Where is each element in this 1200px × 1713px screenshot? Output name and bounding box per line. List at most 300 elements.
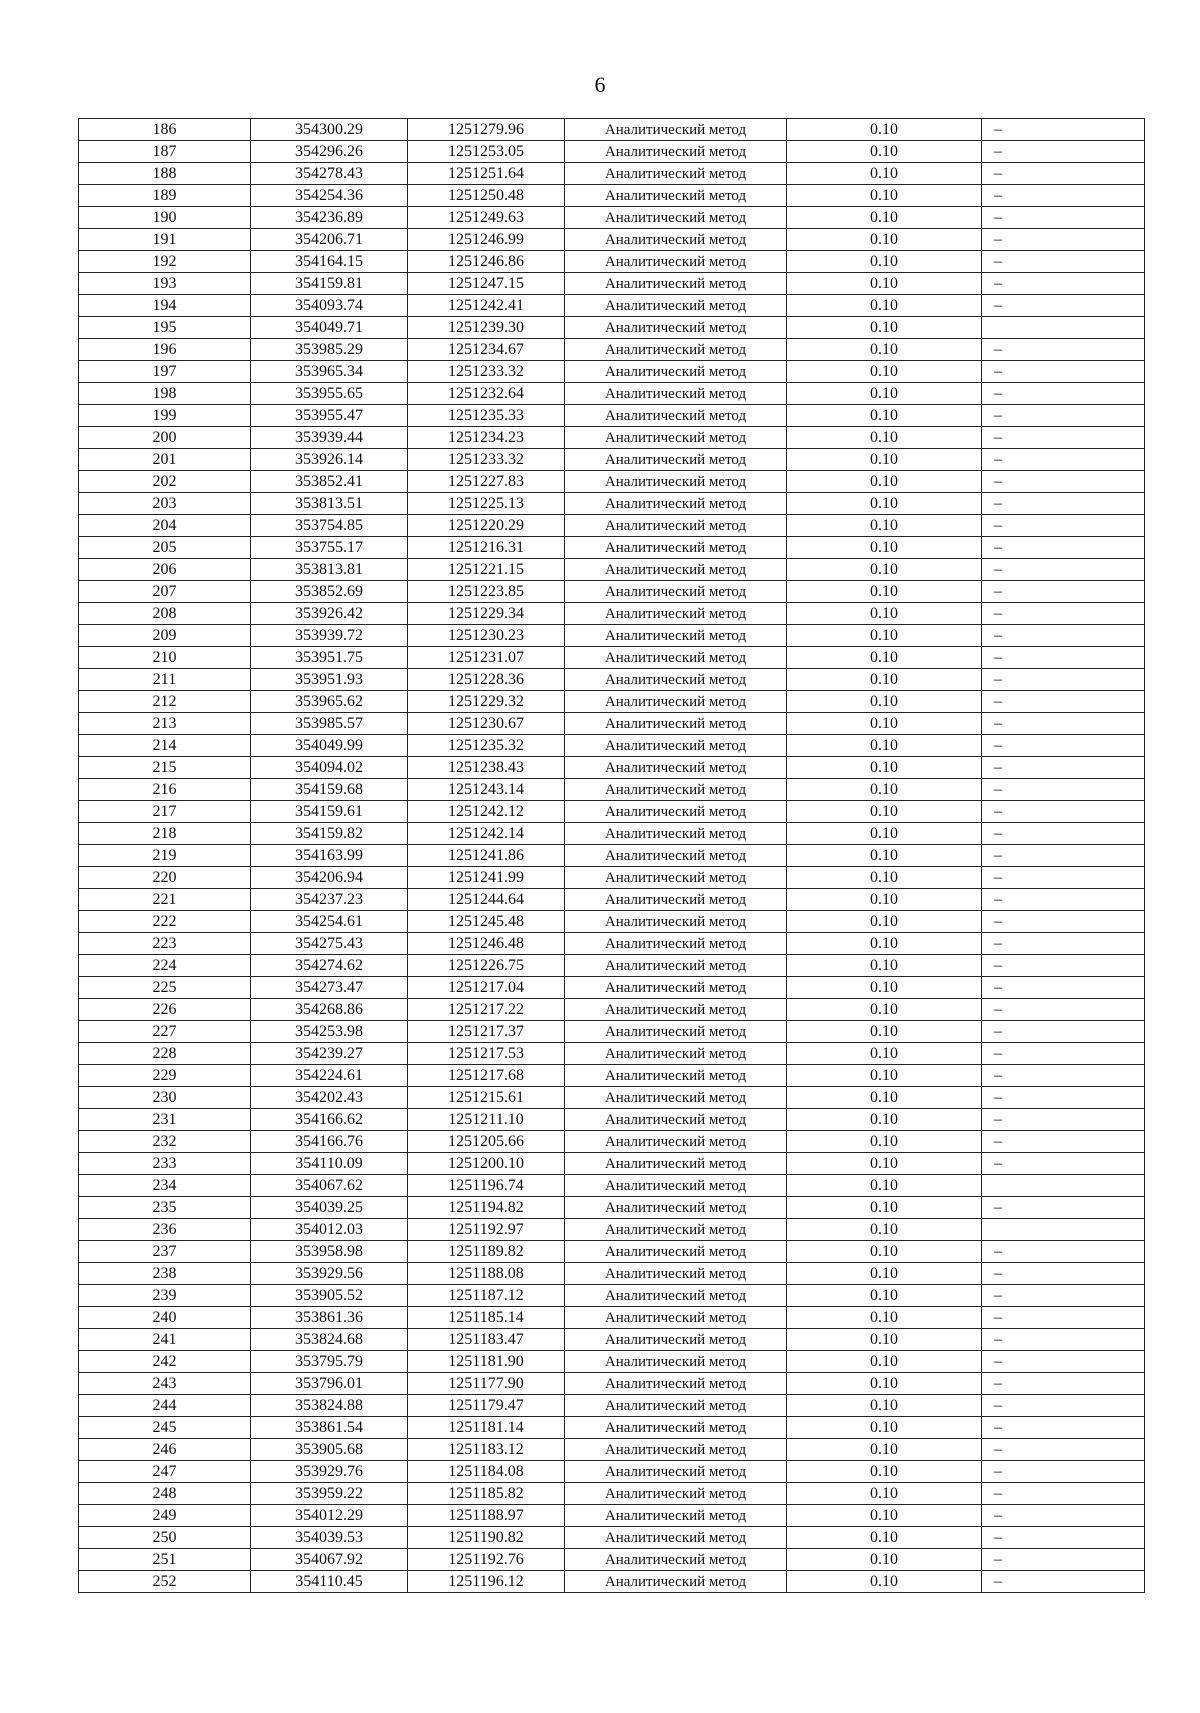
table-row [79, 955, 1145, 977]
point-number-cell: 199 [79, 405, 251, 427]
point-number-cell: 191 [79, 229, 251, 251]
x-coordinate-cell: 353824.68 [251, 1329, 408, 1351]
x-coordinate-cell: 353824.88 [251, 1395, 408, 1417]
accuracy-cell: 0.10 [787, 537, 982, 559]
method-cell: Аналитический метод [565, 889, 787, 911]
table-row [79, 823, 1145, 845]
note-cell: – [982, 647, 1145, 669]
table-row [79, 1439, 1145, 1461]
table-row [79, 691, 1145, 713]
x-coordinate-cell: 353959.22 [251, 1483, 408, 1505]
x-coordinate-cell: 354067.92 [251, 1549, 408, 1571]
y-coordinate-cell: 1251190.82 [408, 1527, 565, 1549]
y-coordinate-cell: 1251177.90 [408, 1373, 565, 1395]
table-row [79, 1109, 1145, 1131]
method-cell: Аналитический метод [565, 955, 787, 977]
point-number-cell: 189 [79, 185, 251, 207]
table-row [79, 1285, 1145, 1307]
x-coordinate-cell: 353955.65 [251, 383, 408, 405]
table-row [79, 1263, 1145, 1285]
coordinates-table-body [79, 119, 1145, 1593]
table-row [79, 163, 1145, 185]
accuracy-cell: 0.10 [787, 1549, 982, 1571]
note-cell: – [982, 691, 1145, 713]
point-number-cell: 249 [79, 1505, 251, 1527]
x-coordinate-cell: 353813.81 [251, 559, 408, 581]
accuracy-cell: 0.10 [787, 449, 982, 471]
note-cell: – [982, 515, 1145, 537]
note-cell: – [982, 603, 1145, 625]
note-cell: – [982, 1021, 1145, 1043]
note-cell: – [982, 1417, 1145, 1439]
x-coordinate-cell: 353951.75 [251, 647, 408, 669]
note-cell [982, 317, 1145, 339]
point-number-cell: 247 [79, 1461, 251, 1483]
point-number-cell: 200 [79, 427, 251, 449]
x-coordinate-cell: 354274.62 [251, 955, 408, 977]
table-row [79, 295, 1145, 317]
method-cell: Аналитический метод [565, 1571, 787, 1593]
y-coordinate-cell: 1251187.12 [408, 1285, 565, 1307]
table-row [79, 1483, 1145, 1505]
table-row [79, 515, 1145, 537]
y-coordinate-cell: 1251227.83 [408, 471, 565, 493]
note-cell: – [982, 251, 1145, 273]
note-cell: – [982, 1153, 1145, 1175]
note-cell: – [982, 955, 1145, 977]
point-number-cell: 226 [79, 999, 251, 1021]
table-row [79, 1461, 1145, 1483]
table-row [79, 339, 1145, 361]
table-row [79, 911, 1145, 933]
note-cell: – [982, 361, 1145, 383]
page-number: 6 [594, 72, 606, 97]
method-cell: Аналитический метод [565, 757, 787, 779]
note-cell: – [982, 867, 1145, 889]
point-number-cell: 240 [79, 1307, 251, 1329]
method-cell: Аналитический метод [565, 119, 787, 141]
point-number-cell: 210 [79, 647, 251, 669]
note-cell: – [982, 405, 1145, 427]
note-cell: – [982, 581, 1145, 603]
accuracy-cell: 0.10 [787, 141, 982, 163]
point-number-cell: 238 [79, 1263, 251, 1285]
table-row [79, 317, 1145, 339]
y-coordinate-cell: 1251246.99 [408, 229, 565, 251]
method-cell: Аналитический метод [565, 141, 787, 163]
point-number-cell: 212 [79, 691, 251, 713]
x-coordinate-cell: 353955.47 [251, 405, 408, 427]
method-cell: Аналитический метод [565, 823, 787, 845]
method-cell: Аналитический метод [565, 999, 787, 1021]
table-row [79, 229, 1145, 251]
accuracy-cell: 0.10 [787, 801, 982, 823]
y-coordinate-cell: 1251242.41 [408, 295, 565, 317]
method-cell: Аналитический метод [565, 1549, 787, 1571]
y-coordinate-cell: 1251184.08 [408, 1461, 565, 1483]
accuracy-cell: 0.10 [787, 977, 982, 999]
y-coordinate-cell: 1251250.48 [408, 185, 565, 207]
y-coordinate-cell: 1251247.15 [408, 273, 565, 295]
note-cell: – [982, 845, 1145, 867]
note-cell: – [982, 1527, 1145, 1549]
note-cell: – [982, 339, 1145, 361]
table-row [79, 1241, 1145, 1263]
y-coordinate-cell: 1251205.66 [408, 1131, 565, 1153]
note-cell: – [982, 669, 1145, 691]
method-cell: Аналитический метод [565, 471, 787, 493]
y-coordinate-cell: 1251229.34 [408, 603, 565, 625]
accuracy-cell: 0.10 [787, 1219, 982, 1241]
y-coordinate-cell: 1251217.37 [408, 1021, 565, 1043]
table-row [79, 889, 1145, 911]
table-row [79, 251, 1145, 273]
method-cell: Аналитический метод [565, 361, 787, 383]
method-cell: Аналитический метод [565, 251, 787, 273]
point-number-cell: 234 [79, 1175, 251, 1197]
point-number-cell: 230 [79, 1087, 251, 1109]
method-cell: Аналитический метод [565, 1197, 787, 1219]
x-coordinate-cell: 353861.36 [251, 1307, 408, 1329]
y-coordinate-cell: 1251200.10 [408, 1153, 565, 1175]
note-cell: – [982, 1241, 1145, 1263]
method-cell: Аналитический метод [565, 1065, 787, 1087]
point-number-cell: 220 [79, 867, 251, 889]
table-row [79, 141, 1145, 163]
table-row [79, 471, 1145, 493]
x-coordinate-cell: 353939.44 [251, 427, 408, 449]
x-coordinate-cell: 354275.43 [251, 933, 408, 955]
x-coordinate-cell: 354166.62 [251, 1109, 408, 1131]
table-row [79, 361, 1145, 383]
point-number-cell: 193 [79, 273, 251, 295]
x-coordinate-cell: 354093.74 [251, 295, 408, 317]
table-row [79, 405, 1145, 427]
method-cell: Аналитический метод [565, 1351, 787, 1373]
x-coordinate-cell: 353926.42 [251, 603, 408, 625]
method-cell: Аналитический метод [565, 933, 787, 955]
y-coordinate-cell: 1251234.67 [408, 339, 565, 361]
method-cell: Аналитический метод [565, 867, 787, 889]
y-coordinate-cell: 1251241.86 [408, 845, 565, 867]
note-cell: – [982, 1087, 1145, 1109]
note-cell: – [982, 383, 1145, 405]
accuracy-cell: 0.10 [787, 1043, 982, 1065]
accuracy-cell: 0.10 [787, 229, 982, 251]
point-number-cell: 218 [79, 823, 251, 845]
x-coordinate-cell: 354159.68 [251, 779, 408, 801]
table-row [79, 273, 1145, 295]
method-cell: Аналитический метод [565, 493, 787, 515]
y-coordinate-cell: 1251225.13 [408, 493, 565, 515]
x-coordinate-cell: 353929.56 [251, 1263, 408, 1285]
table-row [79, 449, 1145, 471]
note-cell: – [982, 1483, 1145, 1505]
y-coordinate-cell: 1251194.82 [408, 1197, 565, 1219]
table-row [79, 713, 1145, 735]
note-cell: – [982, 933, 1145, 955]
x-coordinate-cell: 353852.41 [251, 471, 408, 493]
accuracy-cell: 0.10 [787, 889, 982, 911]
note-cell: – [982, 1439, 1145, 1461]
table-row [79, 207, 1145, 229]
x-coordinate-cell: 353958.98 [251, 1241, 408, 1263]
table-row [79, 1219, 1145, 1241]
point-number-cell: 216 [79, 779, 251, 801]
accuracy-cell: 0.10 [787, 1461, 982, 1483]
point-number-cell: 186 [79, 119, 251, 141]
y-coordinate-cell: 1251241.99 [408, 867, 565, 889]
y-coordinate-cell: 1251188.08 [408, 1263, 565, 1285]
accuracy-cell: 0.10 [787, 691, 982, 713]
method-cell: Аналитический метод [565, 317, 787, 339]
method-cell: Аналитический метод [565, 1175, 787, 1197]
x-coordinate-cell: 353985.29 [251, 339, 408, 361]
point-number-cell: 223 [79, 933, 251, 955]
x-coordinate-cell: 354296.26 [251, 141, 408, 163]
accuracy-cell: 0.10 [787, 625, 982, 647]
accuracy-cell: 0.10 [787, 845, 982, 867]
method-cell: Аналитический метод [565, 735, 787, 757]
note-cell: – [982, 889, 1145, 911]
y-coordinate-cell: 1251217.53 [408, 1043, 565, 1065]
x-coordinate-cell: 354268.86 [251, 999, 408, 1021]
y-coordinate-cell: 1251245.48 [408, 911, 565, 933]
note-cell: – [982, 1285, 1145, 1307]
accuracy-cell: 0.10 [787, 1373, 982, 1395]
point-number-cell: 205 [79, 537, 251, 559]
y-coordinate-cell: 1251235.32 [408, 735, 565, 757]
x-coordinate-cell: 354206.71 [251, 229, 408, 251]
y-coordinate-cell: 1251230.67 [408, 713, 565, 735]
method-cell: Аналитический метод [565, 1109, 787, 1131]
y-coordinate-cell: 1251235.33 [408, 405, 565, 427]
table-row [79, 867, 1145, 889]
accuracy-cell: 0.10 [787, 361, 982, 383]
method-cell: Аналитический метод [565, 449, 787, 471]
table-row [79, 1131, 1145, 1153]
accuracy-cell: 0.10 [787, 251, 982, 273]
point-number-cell: 213 [79, 713, 251, 735]
note-cell: – [982, 801, 1145, 823]
x-coordinate-cell: 354253.98 [251, 1021, 408, 1043]
accuracy-cell: 0.10 [787, 1109, 982, 1131]
accuracy-cell: 0.10 [787, 163, 982, 185]
accuracy-cell: 0.10 [787, 713, 982, 735]
note-cell: – [982, 999, 1145, 1021]
point-number-cell: 232 [79, 1131, 251, 1153]
accuracy-cell: 0.10 [787, 603, 982, 625]
point-number-cell: 192 [79, 251, 251, 273]
x-coordinate-cell: 353796.01 [251, 1373, 408, 1395]
y-coordinate-cell: 1251211.10 [408, 1109, 565, 1131]
note-cell: – [982, 823, 1145, 845]
note-cell [982, 1219, 1145, 1241]
y-coordinate-cell: 1251226.75 [408, 955, 565, 977]
accuracy-cell: 0.10 [787, 757, 982, 779]
y-coordinate-cell: 1251243.14 [408, 779, 565, 801]
accuracy-cell: 0.10 [787, 1263, 982, 1285]
y-coordinate-cell: 1251221.15 [408, 559, 565, 581]
method-cell: Аналитический метод [565, 713, 787, 735]
point-number-cell: 214 [79, 735, 251, 757]
x-coordinate-cell: 354166.76 [251, 1131, 408, 1153]
y-coordinate-cell: 1251217.22 [408, 999, 565, 1021]
table-row [79, 999, 1145, 1021]
point-number-cell: 252 [79, 1571, 251, 1593]
table-row [79, 427, 1145, 449]
accuracy-cell: 0.10 [787, 273, 982, 295]
method-cell: Аналитический метод [565, 185, 787, 207]
point-number-cell: 195 [79, 317, 251, 339]
y-coordinate-cell: 1251217.04 [408, 977, 565, 999]
x-coordinate-cell: 353951.93 [251, 669, 408, 691]
point-number-cell: 250 [79, 1527, 251, 1549]
method-cell: Аналитический метод [565, 647, 787, 669]
table-row [79, 1351, 1145, 1373]
note-cell: – [982, 1505, 1145, 1527]
accuracy-cell: 0.10 [787, 933, 982, 955]
table-row [79, 779, 1145, 801]
x-coordinate-cell: 354049.99 [251, 735, 408, 757]
accuracy-cell: 0.10 [787, 405, 982, 427]
y-coordinate-cell: 1251239.30 [408, 317, 565, 339]
accuracy-cell: 0.10 [787, 1153, 982, 1175]
note-cell: – [982, 1043, 1145, 1065]
method-cell: Аналитический метод [565, 1395, 787, 1417]
method-cell: Аналитический метод [565, 691, 787, 713]
method-cell: Аналитический метод [565, 1043, 787, 1065]
method-cell: Аналитический метод [565, 273, 787, 295]
method-cell: Аналитический метод [565, 977, 787, 999]
note-cell: – [982, 1571, 1145, 1593]
table-row [79, 845, 1145, 867]
point-number-cell: 239 [79, 1285, 251, 1307]
point-number-cell: 203 [79, 493, 251, 515]
table-row [79, 1329, 1145, 1351]
point-number-cell: 197 [79, 361, 251, 383]
y-coordinate-cell: 1251233.32 [408, 449, 565, 471]
note-cell: – [982, 911, 1145, 933]
point-number-cell: 237 [79, 1241, 251, 1263]
table-row [79, 1373, 1145, 1395]
note-cell: – [982, 119, 1145, 141]
method-cell: Аналитический метод [565, 581, 787, 603]
method-cell: Аналитический метод [565, 1439, 787, 1461]
y-coordinate-cell: 1251181.14 [408, 1417, 565, 1439]
point-number-cell: 246 [79, 1439, 251, 1461]
x-coordinate-cell: 353755.17 [251, 537, 408, 559]
method-cell: Аналитический метод [565, 801, 787, 823]
x-coordinate-cell: 354012.29 [251, 1505, 408, 1527]
note-cell: – [982, 295, 1145, 317]
accuracy-cell: 0.10 [787, 1175, 982, 1197]
table-row [79, 185, 1145, 207]
note-cell: – [982, 1109, 1145, 1131]
point-number-cell: 244 [79, 1395, 251, 1417]
point-number-cell: 222 [79, 911, 251, 933]
point-number-cell: 227 [79, 1021, 251, 1043]
point-number-cell: 209 [79, 625, 251, 647]
x-coordinate-cell: 354206.94 [251, 867, 408, 889]
table-row [79, 1527, 1145, 1549]
point-number-cell: 221 [79, 889, 251, 911]
accuracy-cell: 0.10 [787, 1241, 982, 1263]
point-number-cell: 225 [79, 977, 251, 999]
method-cell: Аналитический метод [565, 1131, 787, 1153]
x-coordinate-cell: 354202.43 [251, 1087, 408, 1109]
accuracy-cell: 0.10 [787, 647, 982, 669]
method-cell: Аналитический метод [565, 1307, 787, 1329]
x-coordinate-cell: 354273.47 [251, 977, 408, 999]
note-cell: – [982, 141, 1145, 163]
point-number-cell: 188 [79, 163, 251, 185]
accuracy-cell: 0.10 [787, 1307, 982, 1329]
method-cell: Аналитический метод [565, 779, 787, 801]
accuracy-cell: 0.10 [787, 911, 982, 933]
table-row [79, 977, 1145, 999]
note-cell: – [982, 757, 1145, 779]
x-coordinate-cell: 353754.85 [251, 515, 408, 537]
point-number-cell: 229 [79, 1065, 251, 1087]
accuracy-cell: 0.10 [787, 471, 982, 493]
accuracy-cell: 0.10 [787, 1065, 982, 1087]
y-coordinate-cell: 1251234.23 [408, 427, 565, 449]
note-cell [982, 1175, 1145, 1197]
accuracy-cell: 0.10 [787, 1131, 982, 1153]
accuracy-cell: 0.10 [787, 867, 982, 889]
note-cell: – [982, 1065, 1145, 1087]
point-number-cell: 235 [79, 1197, 251, 1219]
x-coordinate-cell: 354163.99 [251, 845, 408, 867]
x-coordinate-cell: 354254.36 [251, 185, 408, 207]
accuracy-cell: 0.10 [787, 1329, 982, 1351]
method-cell: Аналитический метод [565, 1505, 787, 1527]
method-cell: Аналитический метод [565, 1417, 787, 1439]
x-coordinate-cell: 354236.89 [251, 207, 408, 229]
coordinates-table [78, 118, 1145, 1593]
x-coordinate-cell: 354012.03 [251, 1219, 408, 1241]
note-cell: – [982, 449, 1145, 471]
table-row [79, 933, 1145, 955]
accuracy-cell: 0.10 [787, 317, 982, 339]
point-number-cell: 207 [79, 581, 251, 603]
point-number-cell: 236 [79, 1219, 251, 1241]
accuracy-cell: 0.10 [787, 999, 982, 1021]
table-row [79, 647, 1145, 669]
y-coordinate-cell: 1251228.36 [408, 669, 565, 691]
point-number-cell: 196 [79, 339, 251, 361]
x-coordinate-cell: 353926.14 [251, 449, 408, 471]
y-coordinate-cell: 1251188.97 [408, 1505, 565, 1527]
accuracy-cell: 0.10 [787, 559, 982, 581]
point-number-cell: 241 [79, 1329, 251, 1351]
table-row [79, 1175, 1145, 1197]
method-cell: Аналитический метод [565, 1285, 787, 1307]
x-coordinate-cell: 354067.62 [251, 1175, 408, 1197]
y-coordinate-cell: 1251189.82 [408, 1241, 565, 1263]
x-coordinate-cell: 354039.53 [251, 1527, 408, 1549]
point-number-cell: 206 [79, 559, 251, 581]
x-coordinate-cell: 354224.61 [251, 1065, 408, 1087]
table-row [79, 1571, 1145, 1593]
table-row [79, 1549, 1145, 1571]
table-row [79, 669, 1145, 691]
point-number-cell: 202 [79, 471, 251, 493]
y-coordinate-cell: 1251279.96 [408, 119, 565, 141]
accuracy-cell: 0.10 [787, 1395, 982, 1417]
accuracy-cell: 0.10 [787, 823, 982, 845]
